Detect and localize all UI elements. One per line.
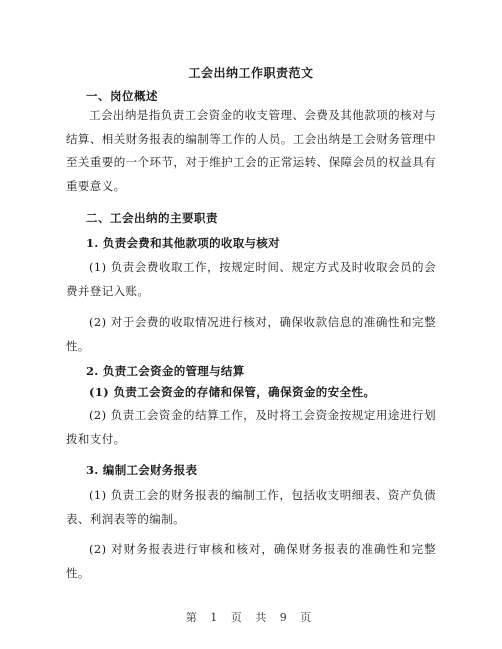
duty-heading-3: 3. 编制工会财务报表 [86,463,198,477]
overview-paragraph: 工会出纳是指负责工会资金的收支管理、会费及其他款项的核对与结算、相关财务报表的编制等工作的人员。工会出纳是工会财务管理中至关重要的一个环节，对于维护工会的正常运转、保障会员的权益具有重要意义。 [66,108,436,193]
section-heading-duties: 二、工会出纳的主要职责 [86,211,218,225]
duty-heading-2: 2. 负责工会资金的管理与结算 [86,364,245,378]
duty-2-item-1: (1) 负责工会资金的存储和保管，确保资金的安全性。 [89,385,376,399]
duty-1-item-1: (1) 负责会费收取工作，按规定时间、规定方式及时收取会员的会费并登记入账。 [66,260,436,298]
duty-3-item-1: (1) 负责工会的财务报表的编制工作，包括收支明细表、资产负债表、利润表等的编制。 [66,488,436,526]
duty-2-item-2: (2) 负责工会资金的结算工作，及时将工会资金按规定用途进行划拨和支付。 [66,408,436,446]
section-heading-overview: 一、岗位概述 [86,89,158,103]
duty-heading-1: 1. 负责会费和其他款项的收取与核对 [86,236,280,250]
page-footer: 第 1 页 共 9 页 [185,611,317,624]
duty-3-item-2: (2) 对财务报表进行审核和核对，确保财务报表的准确性和完整性。 [66,542,436,580]
document-title: 工会出纳工作职责范文 [188,66,314,80]
duty-1-item-2: (2) 对于会费的收取情况进行核对，确保收款信息的准确性和完整性。 [66,315,436,353]
